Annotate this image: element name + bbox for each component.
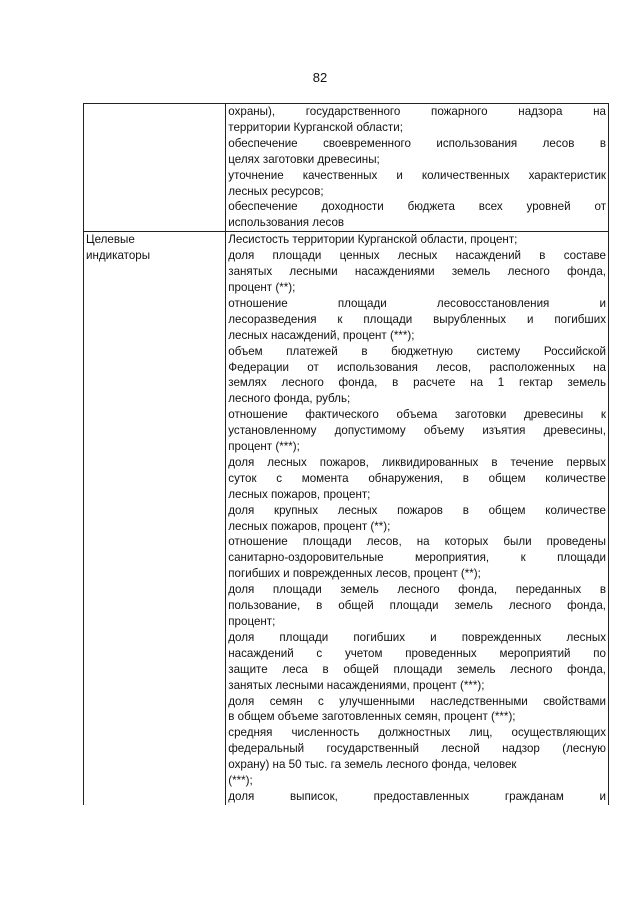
row-content-cell [226, 104, 609, 232]
content-line: (***); [228, 774, 253, 788]
content-line: территории Курганской области; [228, 120, 403, 134]
program-passport-table [83, 103, 609, 805]
row-content-cell [226, 232, 609, 805]
content-line: обеспечение доходности бюджета всех уровней от [228, 200, 606, 214]
content-line: насаждений с учетом проведенных мероприятий по [228, 646, 606, 660]
content-line: Лесистость территории Курганской области, процент; [228, 233, 518, 247]
content-line: Федерации от использования лесов, расположенных на [228, 360, 606, 374]
content-line: охрану) на 50 тыс. га земель лесного фонда, человек [228, 758, 517, 772]
content-line: доля площади земель лесного фонда, переданных в [228, 583, 606, 597]
content-line: установленному допустимому объему изъятия древесины, [228, 424, 606, 438]
content-line: лесных пожаров, процент (**); [228, 519, 391, 533]
content-line: защите леса в общей площади земель лесного фонда, [228, 662, 606, 676]
content-line: процент; [228, 615, 276, 628]
content-line: отношение площади лесовосстановления и [228, 296, 606, 310]
content-line: уточнение качественных и количественных характеристик [228, 168, 606, 182]
content-line: отношение площади лесов, на которых были проведены [228, 535, 606, 549]
content-line: процент (**); [228, 280, 296, 294]
content-line: занятых лесными насаждениями земель лесного фонда, [228, 265, 606, 279]
content-line: доля лесных пожаров, ликвидированных в течение первых [228, 455, 606, 469]
content-line: доля площади ценных лесных насаждений в составе [228, 249, 606, 263]
content-line: доля площади погибших и поврежденных лесных [228, 630, 606, 644]
content-line: доля выписок, предоставленных гражданам и [228, 789, 606, 803]
content-line: доля семян с улучшенными наследственными свойствами [228, 694, 606, 708]
content-line: охраны), государственного пожарного надзора на [228, 105, 606, 118]
row-label-cell [84, 232, 226, 805]
content-line: объем платежей в бюджетную систему Российской [228, 344, 606, 358]
content-line: доля крупных лесных пожаров в общем количестве [228, 503, 606, 517]
content-line: средняя численность должностных лиц, осуществляющих [228, 726, 606, 740]
content-line: санитарно-оздоровительные мероприятия, к площади [228, 551, 606, 565]
content-line: лесных пожаров, процент; [228, 487, 371, 501]
content-line: федеральный государственный лесной надзор (лесную [228, 742, 606, 756]
content-line: отношение фактического объема заготовки древесины к [228, 408, 606, 422]
content-line: землях лесного фонда, в расчете на 1 гектар земель [228, 376, 606, 390]
content-line: целях заготовки древесины; [228, 152, 380, 166]
table-row [84, 232, 609, 805]
content-line: в общем объеме заготовленных семян, процент (***); [228, 710, 516, 724]
label-line: Целевые [86, 233, 135, 247]
content-line: обеспечение своевременного использования лесов в [228, 136, 606, 150]
label-line: индикаторы [86, 249, 151, 263]
content-line: суток с момента обнаружения, в общем количестве [228, 471, 606, 485]
table-row [84, 104, 609, 232]
row-label-cell [84, 104, 226, 232]
content-line: использования лесов [228, 216, 345, 230]
content-line: занятых лесными насаждениями, процент (***); [228, 678, 485, 692]
content-line: процент (***); [228, 440, 300, 454]
content-line: погибших и поврежденных лесов, процент (**); [228, 567, 481, 581]
content-line: лесного фонда, рубль; [228, 392, 351, 406]
content-line: лесных ресурсов; [228, 184, 324, 198]
content-line: лесных насаждений, процент (***); [228, 328, 415, 342]
page-number: 82 [312, 70, 328, 85]
content-line: лесоразведения к площади вырубленных и погибших [228, 312, 606, 326]
content-line: пользование, в общей площади земель лесного фонда, [228, 599, 606, 613]
